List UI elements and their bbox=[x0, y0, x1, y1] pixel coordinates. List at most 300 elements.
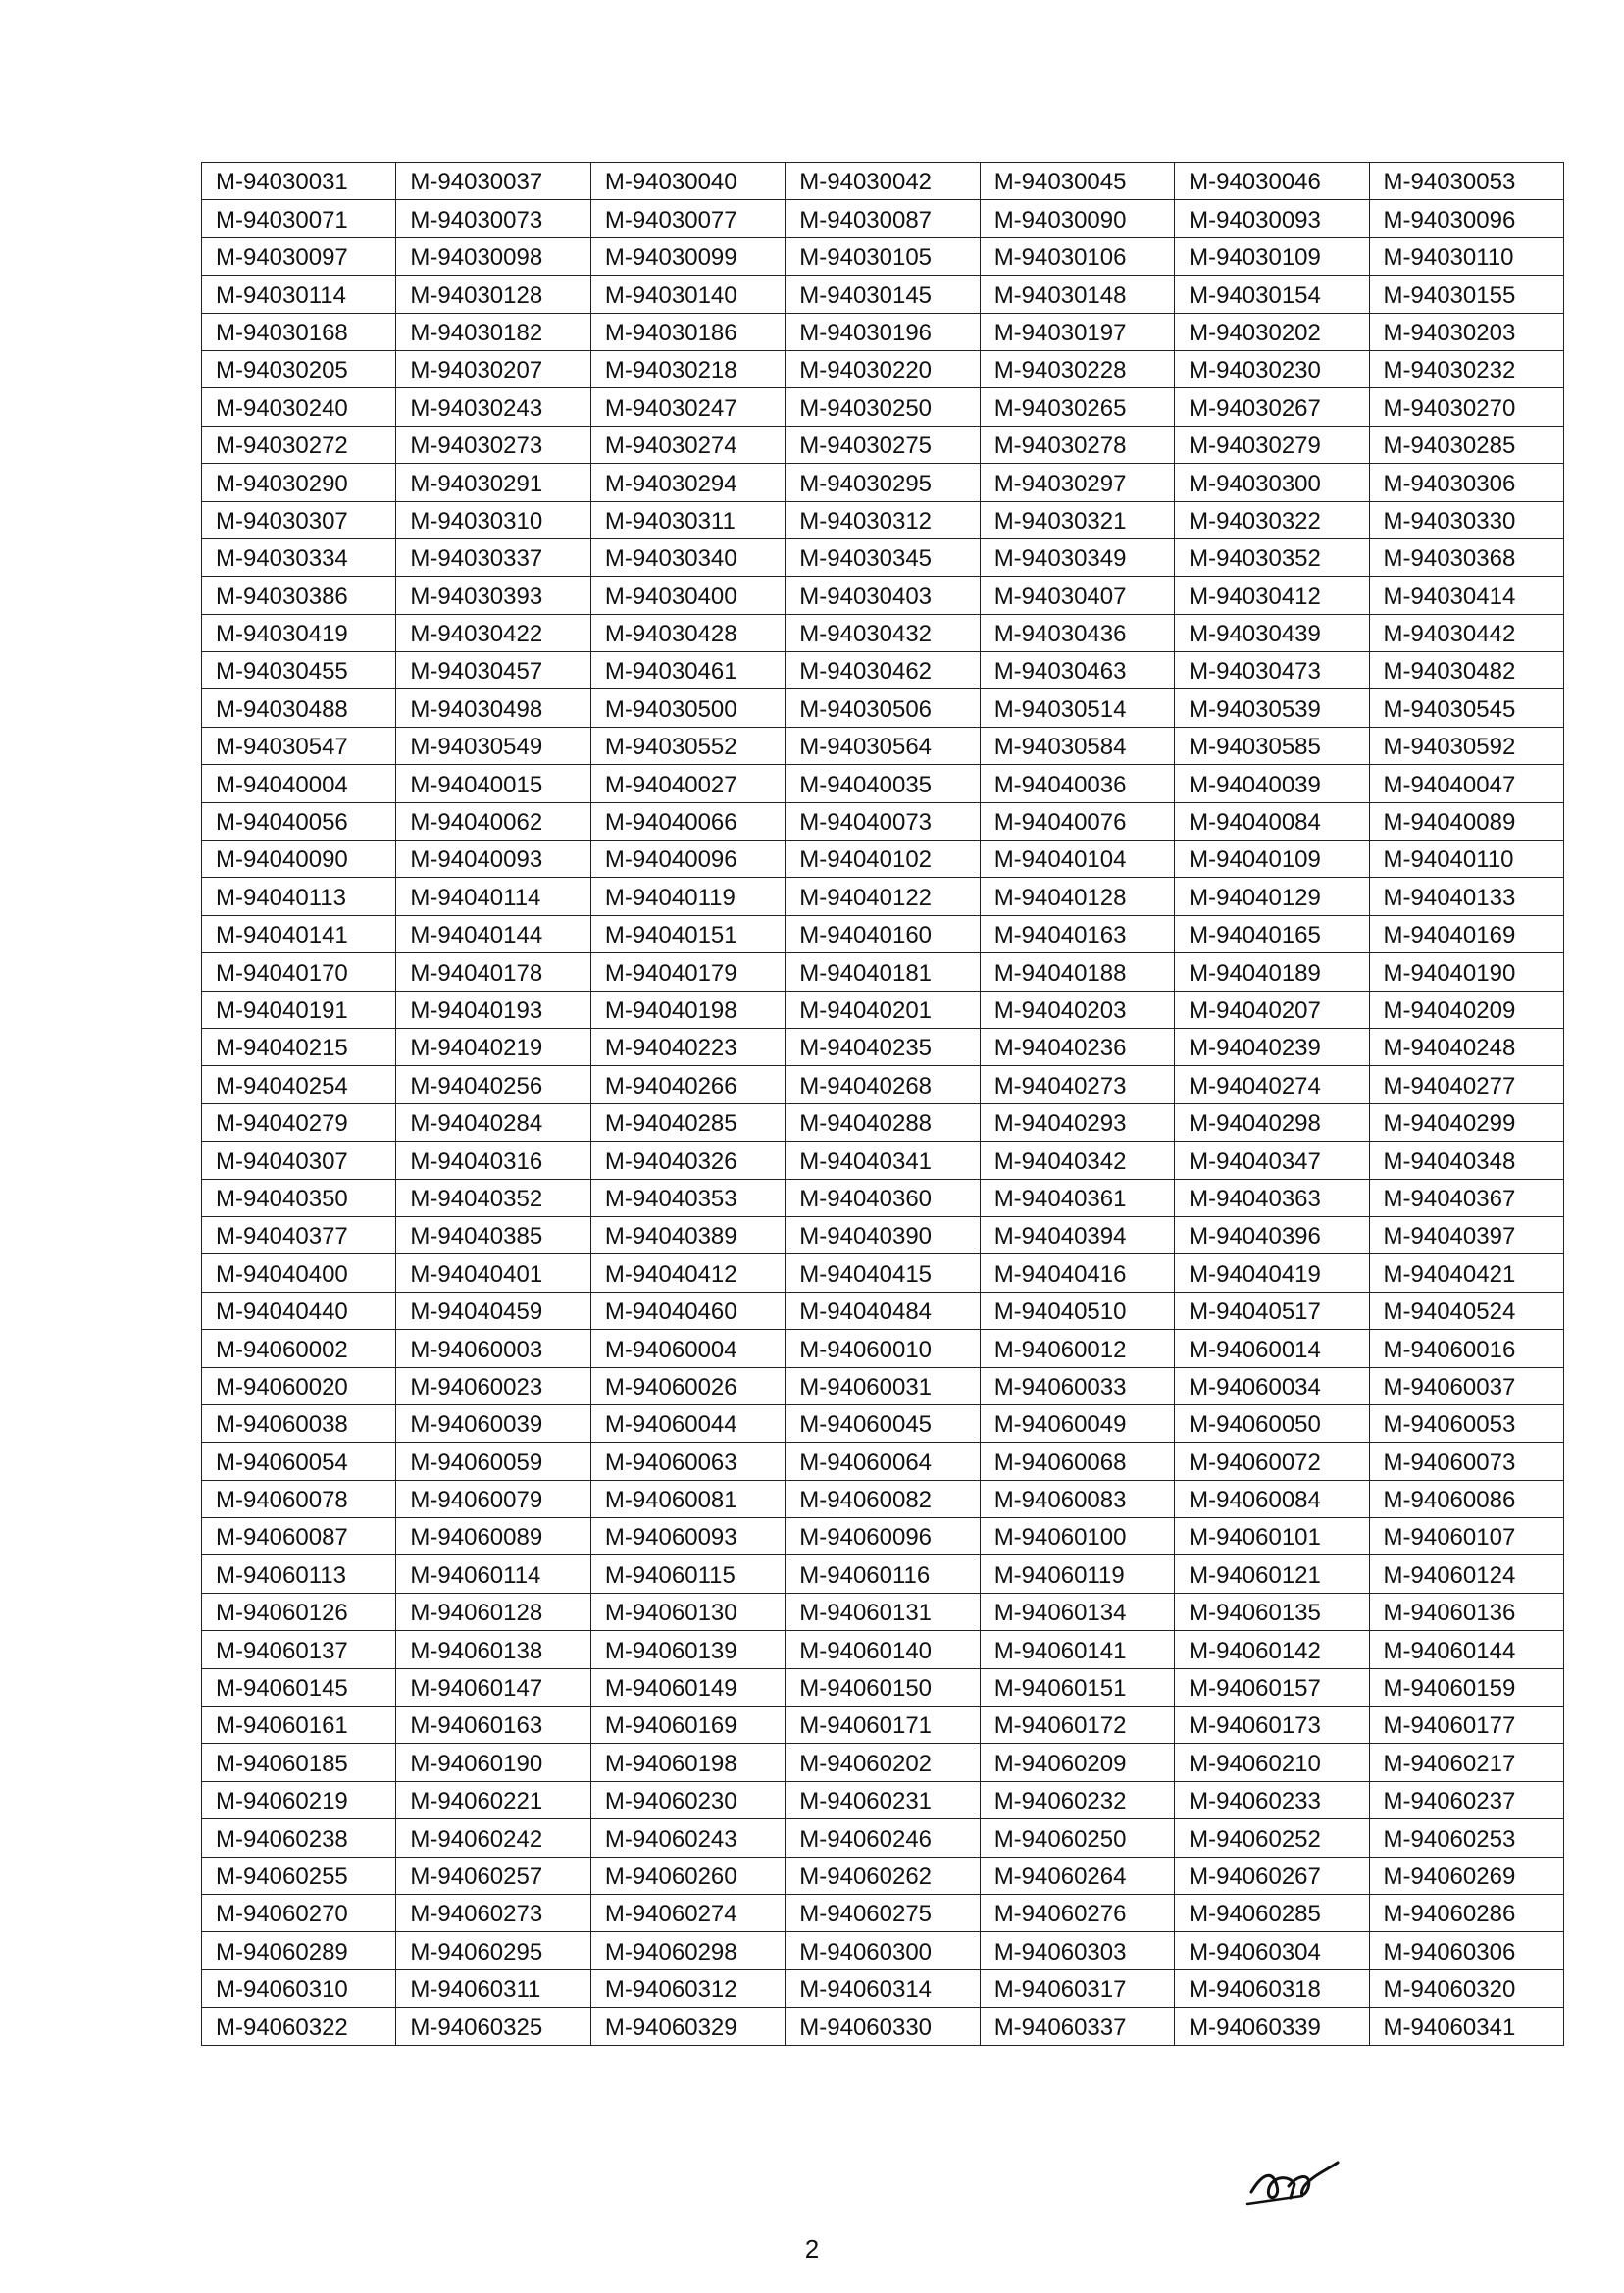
table-cell: M-94040273 bbox=[980, 1066, 1174, 1103]
table-row bbox=[202, 802, 1564, 840]
table-cell: M-94060267 bbox=[1175, 1857, 1369, 1894]
table-cell: M-94060119 bbox=[980, 1555, 1174, 1593]
table-cell: M-94030321 bbox=[980, 501, 1174, 538]
table-row bbox=[202, 1819, 1564, 1857]
table-cell: M-94060250 bbox=[980, 1819, 1174, 1857]
table-cell: M-94060337 bbox=[980, 2008, 1174, 2045]
table-cell: M-94060121 bbox=[1175, 1555, 1369, 1593]
table-cell: M-94030232 bbox=[1369, 350, 1563, 387]
table-cell: M-94030349 bbox=[980, 538, 1174, 576]
table-cell: M-94060136 bbox=[1369, 1593, 1563, 1630]
table-cell: M-94040288 bbox=[786, 1103, 980, 1141]
table-row bbox=[202, 1292, 1564, 1329]
table-cell: M-94040385 bbox=[396, 1216, 590, 1253]
table-cell: M-94040360 bbox=[786, 1179, 980, 1216]
table-cell: M-94060306 bbox=[1369, 1932, 1563, 1969]
table-cell: M-94040056 bbox=[202, 802, 396, 840]
table-cell: M-94060311 bbox=[396, 1969, 590, 2007]
table-cell: M-94030297 bbox=[980, 464, 1174, 501]
table-cell: M-94030506 bbox=[786, 689, 980, 727]
table-cell: M-94060275 bbox=[786, 1894, 980, 1931]
table-cell: M-94060159 bbox=[1369, 1668, 1563, 1706]
table-row bbox=[202, 1103, 1564, 1141]
table-cell: M-94040459 bbox=[396, 1292, 590, 1329]
table-cell: M-94040412 bbox=[590, 1254, 785, 1292]
table-cell: M-94040198 bbox=[590, 991, 785, 1028]
table-row bbox=[202, 765, 1564, 802]
table-cell: M-94060232 bbox=[980, 1781, 1174, 1818]
table-cell: M-94040254 bbox=[202, 1066, 396, 1103]
table-cell: M-94040341 bbox=[786, 1142, 980, 1179]
table-cell: M-94060300 bbox=[786, 1932, 980, 1969]
table-cell: M-94030110 bbox=[1369, 237, 1563, 275]
table-row bbox=[202, 2008, 1564, 2045]
table-cell: M-94030267 bbox=[1175, 388, 1369, 426]
table-cell: M-94030203 bbox=[1369, 313, 1563, 350]
table-cell: M-94030278 bbox=[980, 426, 1174, 463]
table-row bbox=[202, 237, 1564, 275]
table-row bbox=[202, 1480, 1564, 1517]
table-cell: M-94040178 bbox=[396, 953, 590, 991]
table-cell: M-94030547 bbox=[202, 727, 396, 764]
table-cell: M-94060089 bbox=[396, 1518, 590, 1555]
table-cell: M-94040419 bbox=[1175, 1254, 1369, 1292]
table-cell: M-94060053 bbox=[1369, 1404, 1563, 1442]
table-cell: M-94040400 bbox=[202, 1254, 396, 1292]
table-cell: M-94030073 bbox=[396, 200, 590, 237]
table-cell: M-94040133 bbox=[1369, 878, 1563, 915]
table-cell: M-94040377 bbox=[202, 1216, 396, 1253]
table-cell: M-94040209 bbox=[1369, 991, 1563, 1028]
table-cell: M-94060264 bbox=[980, 1857, 1174, 1894]
table-cell: M-94030265 bbox=[980, 388, 1174, 426]
table-cell: M-94030274 bbox=[590, 426, 785, 463]
table-cell: M-94040163 bbox=[980, 915, 1174, 952]
table-row bbox=[202, 163, 1564, 200]
table-cell: M-94030545 bbox=[1369, 689, 1563, 727]
table-cell: M-94060073 bbox=[1369, 1443, 1563, 1480]
table-cell: M-94040119 bbox=[590, 878, 785, 915]
table-cell: M-94040004 bbox=[202, 765, 396, 802]
table-cell: M-94060341 bbox=[1369, 2008, 1563, 2045]
table-cell: M-94060322 bbox=[202, 2008, 396, 2045]
table-cell: M-94030412 bbox=[1175, 577, 1369, 614]
table-body bbox=[202, 163, 1564, 2046]
table-cell: M-94060054 bbox=[202, 1443, 396, 1480]
table-cell: M-94030154 bbox=[1175, 276, 1369, 313]
table-cell: M-94030128 bbox=[396, 276, 590, 313]
table-cell: M-94060063 bbox=[590, 1443, 785, 1480]
table-cell: M-94060096 bbox=[786, 1518, 980, 1555]
table-cell: M-94040035 bbox=[786, 765, 980, 802]
table-cell: M-94060134 bbox=[980, 1593, 1174, 1630]
table-cell: M-94030155 bbox=[1369, 276, 1563, 313]
table-cell: M-94030145 bbox=[786, 276, 980, 313]
table-cell: M-94030300 bbox=[1175, 464, 1369, 501]
table-cell: M-94040293 bbox=[980, 1103, 1174, 1141]
table-cell: M-94060037 bbox=[1369, 1367, 1563, 1404]
table-cell: M-94060303 bbox=[980, 1932, 1174, 1969]
table-cell: M-94030186 bbox=[590, 313, 785, 350]
table-cell: M-94030243 bbox=[396, 388, 590, 426]
table-row bbox=[202, 1857, 1564, 1894]
table-cell: M-94030539 bbox=[1175, 689, 1369, 727]
table-cell: M-94030403 bbox=[786, 577, 980, 614]
table-cell: M-94060140 bbox=[786, 1631, 980, 1668]
table-cell: M-94060087 bbox=[202, 1518, 396, 1555]
table-cell: M-94030322 bbox=[1175, 501, 1369, 538]
table-cell: M-94060050 bbox=[1175, 1404, 1369, 1442]
table-cell: M-94060126 bbox=[202, 1593, 396, 1630]
table-cell: M-94060016 bbox=[1369, 1330, 1563, 1367]
table-cell: M-94030461 bbox=[590, 652, 785, 689]
table-cell: M-94040236 bbox=[980, 1028, 1174, 1065]
table-cell: M-94060151 bbox=[980, 1668, 1174, 1706]
table-cell: M-94030140 bbox=[590, 276, 785, 313]
table-cell: M-94060144 bbox=[1369, 1631, 1563, 1668]
table-cell: M-94060064 bbox=[786, 1443, 980, 1480]
table-cell: M-94060237 bbox=[1369, 1781, 1563, 1818]
table-cell: M-94060020 bbox=[202, 1367, 396, 1404]
table-row bbox=[202, 1593, 1564, 1630]
table-cell: M-94060269 bbox=[1369, 1857, 1563, 1894]
table-cell: M-94060230 bbox=[590, 1781, 785, 1818]
table-cell: M-94040421 bbox=[1369, 1254, 1563, 1292]
table-cell: M-94030400 bbox=[590, 577, 785, 614]
roll-number-table bbox=[201, 162, 1564, 2046]
table-cell: M-94060083 bbox=[980, 1480, 1174, 1517]
table-cell: M-94060274 bbox=[590, 1894, 785, 1931]
table-row bbox=[202, 1028, 1564, 1065]
table-cell: M-94060044 bbox=[590, 1404, 785, 1442]
table-cell: M-94030290 bbox=[202, 464, 396, 501]
table-row bbox=[202, 1744, 1564, 1781]
table-cell: M-94030168 bbox=[202, 313, 396, 350]
table-cell: M-94060014 bbox=[1175, 1330, 1369, 1367]
table-cell: M-94030037 bbox=[396, 163, 590, 200]
table-cell: M-94040141 bbox=[202, 915, 396, 952]
table-cell: M-94060137 bbox=[202, 1631, 396, 1668]
table-cell: M-94060314 bbox=[786, 1969, 980, 2007]
table-cell: M-94040342 bbox=[980, 1142, 1174, 1179]
table-cell: M-94030439 bbox=[1175, 614, 1369, 651]
table-cell: M-94040073 bbox=[786, 802, 980, 840]
page-number: 2 bbox=[804, 2234, 820, 2264]
table-cell: M-94060169 bbox=[590, 1707, 785, 1744]
table-cell: M-94060003 bbox=[396, 1330, 590, 1367]
table-cell: M-94030247 bbox=[590, 388, 785, 426]
table-row bbox=[202, 1330, 1564, 1367]
table-cell: M-94030352 bbox=[1175, 538, 1369, 576]
table-cell: M-94030514 bbox=[980, 689, 1174, 727]
table-cell: M-94040102 bbox=[786, 841, 980, 878]
table-cell: M-94030345 bbox=[786, 538, 980, 576]
table-cell: M-94040285 bbox=[590, 1103, 785, 1141]
table-cell: M-94030414 bbox=[1369, 577, 1563, 614]
table-cell: M-94030228 bbox=[980, 350, 1174, 387]
table-cell: M-94060286 bbox=[1369, 1894, 1563, 1931]
table-row bbox=[202, 313, 1564, 350]
table-cell: M-94040219 bbox=[396, 1028, 590, 1065]
table-cell: M-94040036 bbox=[980, 765, 1174, 802]
table-cell: M-94060115 bbox=[590, 1555, 785, 1593]
table-cell: M-94060059 bbox=[396, 1443, 590, 1480]
table-cell: M-94040039 bbox=[1175, 765, 1369, 802]
table-cell: M-94040460 bbox=[590, 1292, 785, 1329]
table-cell: M-94060276 bbox=[980, 1894, 1174, 1931]
table-cell: M-94030098 bbox=[396, 237, 590, 275]
table-cell: M-94040015 bbox=[396, 765, 590, 802]
table-cell: M-94040223 bbox=[590, 1028, 785, 1065]
table-cell: M-94060171 bbox=[786, 1707, 980, 1744]
table-cell: M-94030250 bbox=[786, 388, 980, 426]
table-cell: M-94030230 bbox=[1175, 350, 1369, 387]
table-cell: M-94040084 bbox=[1175, 802, 1369, 840]
table-cell: M-94030053 bbox=[1369, 163, 1563, 200]
table-cell: M-94040215 bbox=[202, 1028, 396, 1065]
table-cell: M-94060145 bbox=[202, 1668, 396, 1706]
table-cell: M-94060310 bbox=[202, 1969, 396, 2007]
table-cell: M-94030097 bbox=[202, 237, 396, 275]
table-cell: M-94040416 bbox=[980, 1254, 1174, 1292]
table-row bbox=[202, 878, 1564, 915]
table-cell: M-94060039 bbox=[396, 1404, 590, 1442]
table-cell: M-94060113 bbox=[202, 1555, 396, 1593]
table-cell: M-94030109 bbox=[1175, 237, 1369, 275]
table-cell: M-94060262 bbox=[786, 1857, 980, 1894]
table-row bbox=[202, 1555, 1564, 1593]
table-cell: M-94030457 bbox=[396, 652, 590, 689]
table-cell: M-94060190 bbox=[396, 1744, 590, 1781]
table-cell: M-94060086 bbox=[1369, 1480, 1563, 1517]
table-cell: M-94040367 bbox=[1369, 1179, 1563, 1216]
table-cell: M-94040353 bbox=[590, 1179, 785, 1216]
table-cell: M-94030312 bbox=[786, 501, 980, 538]
table-row bbox=[202, 1894, 1564, 1931]
table-row bbox=[202, 276, 1564, 313]
table-cell: M-94040299 bbox=[1369, 1103, 1563, 1141]
table-cell: M-94030368 bbox=[1369, 538, 1563, 576]
table-cell: M-94030275 bbox=[786, 426, 980, 463]
table-cell: M-94060023 bbox=[396, 1367, 590, 1404]
table-cell: M-94060150 bbox=[786, 1668, 980, 1706]
table-cell: M-94030207 bbox=[396, 350, 590, 387]
table-row bbox=[202, 1932, 1564, 1969]
table-cell: M-94040347 bbox=[1175, 1142, 1369, 1179]
table-cell: M-94040122 bbox=[786, 878, 980, 915]
table-cell: M-94040189 bbox=[1175, 953, 1369, 991]
table-cell: M-94030386 bbox=[202, 577, 396, 614]
table-cell: M-94060116 bbox=[786, 1555, 980, 1593]
table-cell: M-94040096 bbox=[590, 841, 785, 878]
table-cell: M-94030462 bbox=[786, 652, 980, 689]
table-cell: M-94060253 bbox=[1369, 1819, 1563, 1857]
table-cell: M-94060138 bbox=[396, 1631, 590, 1668]
table-cell: M-94060002 bbox=[202, 1330, 396, 1367]
table-cell: M-94060242 bbox=[396, 1819, 590, 1857]
table-cell: M-94040401 bbox=[396, 1254, 590, 1292]
table-cell: M-94060198 bbox=[590, 1744, 785, 1781]
table-cell: M-94030310 bbox=[396, 501, 590, 538]
table-cell: M-94040109 bbox=[1175, 841, 1369, 878]
table-cell: M-94030592 bbox=[1369, 727, 1563, 764]
table-cell: M-94030291 bbox=[396, 464, 590, 501]
table-cell: M-94030202 bbox=[1175, 313, 1369, 350]
table-cell: M-94060161 bbox=[202, 1707, 396, 1744]
table-cell: M-94040277 bbox=[1369, 1066, 1563, 1103]
table-cell: M-94060246 bbox=[786, 1819, 980, 1857]
table-cell: M-94030106 bbox=[980, 237, 1174, 275]
table-cell: M-94060172 bbox=[980, 1707, 1174, 1744]
table-cell: M-94030279 bbox=[1175, 426, 1369, 463]
table-cell: M-94040268 bbox=[786, 1066, 980, 1103]
table-cell: M-94040093 bbox=[396, 841, 590, 878]
table-cell: M-94030046 bbox=[1175, 163, 1369, 200]
table-cell: M-94060082 bbox=[786, 1480, 980, 1517]
table-cell: M-94060210 bbox=[1175, 1744, 1369, 1781]
table-cell: M-94060312 bbox=[590, 1969, 785, 2007]
table-cell: M-94040266 bbox=[590, 1066, 785, 1103]
table-cell: M-94040113 bbox=[202, 878, 396, 915]
table-cell: M-94030087 bbox=[786, 200, 980, 237]
table-cell: M-94040363 bbox=[1175, 1179, 1369, 1216]
table-cell: M-94060318 bbox=[1175, 1969, 1369, 2007]
table-cell: M-94060081 bbox=[590, 1480, 785, 1517]
table-cell: M-94030337 bbox=[396, 538, 590, 576]
table-cell: M-94040190 bbox=[1369, 953, 1563, 991]
table-cell: M-94040352 bbox=[396, 1179, 590, 1216]
table-cell: M-94030584 bbox=[980, 727, 1174, 764]
table-cell: M-94040076 bbox=[980, 802, 1174, 840]
table-row bbox=[202, 1367, 1564, 1404]
table-cell: M-94040524 bbox=[1369, 1292, 1563, 1329]
table-cell: M-94040128 bbox=[980, 878, 1174, 915]
document-page bbox=[201, 162, 1564, 2046]
table-cell: M-94060157 bbox=[1175, 1668, 1369, 1706]
table-row bbox=[202, 991, 1564, 1028]
table-cell: M-94060130 bbox=[590, 1593, 785, 1630]
signature-mark bbox=[1243, 2153, 1361, 2212]
table-cell: M-94060329 bbox=[590, 2008, 785, 2045]
table-cell: M-94060101 bbox=[1175, 1518, 1369, 1555]
table-cell: M-94040235 bbox=[786, 1028, 980, 1065]
table-cell: M-94060330 bbox=[786, 2008, 980, 2045]
table-cell: M-94060031 bbox=[786, 1367, 980, 1404]
table-cell: M-94030407 bbox=[980, 577, 1174, 614]
table-cell: M-94030463 bbox=[980, 652, 1174, 689]
table-cell: M-94060163 bbox=[396, 1707, 590, 1744]
table-cell: M-94030270 bbox=[1369, 388, 1563, 426]
table-cell: M-94060049 bbox=[980, 1404, 1174, 1442]
table-cell: M-94040307 bbox=[202, 1142, 396, 1179]
table-cell: M-94030114 bbox=[202, 276, 396, 313]
table-cell: M-94040027 bbox=[590, 765, 785, 802]
table-cell: M-94030196 bbox=[786, 313, 980, 350]
table-cell: M-94040510 bbox=[980, 1292, 1174, 1329]
table-cell: M-94030564 bbox=[786, 727, 980, 764]
table-cell: M-94030197 bbox=[980, 313, 1174, 350]
table-cell: M-94030040 bbox=[590, 163, 785, 200]
table-cell: M-94040151 bbox=[590, 915, 785, 952]
table-row bbox=[202, 1781, 1564, 1818]
table-cell: M-94040348 bbox=[1369, 1142, 1563, 1179]
table-cell: M-94060298 bbox=[590, 1932, 785, 1969]
table-row bbox=[202, 841, 1564, 878]
table-cell: M-94060243 bbox=[590, 1819, 785, 1857]
table-row bbox=[202, 1707, 1564, 1744]
table-cell: M-94040165 bbox=[1175, 915, 1369, 952]
table-cell: M-94030488 bbox=[202, 689, 396, 727]
table-cell: M-94060078 bbox=[202, 1480, 396, 1517]
table-cell: M-94040389 bbox=[590, 1216, 785, 1253]
table-cell: M-94060026 bbox=[590, 1367, 785, 1404]
table-cell: M-94060072 bbox=[1175, 1443, 1369, 1480]
table-cell: M-94060100 bbox=[980, 1518, 1174, 1555]
table-cell: M-94060034 bbox=[1175, 1367, 1369, 1404]
table-cell: M-94040203 bbox=[980, 991, 1174, 1028]
table-cell: M-94060233 bbox=[1175, 1781, 1369, 1818]
table-cell: M-94030500 bbox=[590, 689, 785, 727]
table-cell: M-94030436 bbox=[980, 614, 1174, 651]
table-cell: M-94040047 bbox=[1369, 765, 1563, 802]
table-cell: M-94030419 bbox=[202, 614, 396, 651]
table-cell: M-94060135 bbox=[1175, 1593, 1369, 1630]
table-cell: M-94030077 bbox=[590, 200, 785, 237]
table-row bbox=[202, 1668, 1564, 1706]
table-row bbox=[202, 1066, 1564, 1103]
table-cell: M-94040350 bbox=[202, 1179, 396, 1216]
table-cell: M-94030295 bbox=[786, 464, 980, 501]
table-cell: M-94030307 bbox=[202, 501, 396, 538]
table-cell: M-94030306 bbox=[1369, 464, 1563, 501]
table-cell: M-94040326 bbox=[590, 1142, 785, 1179]
table-cell: M-94040397 bbox=[1369, 1216, 1563, 1253]
table-cell: M-94030220 bbox=[786, 350, 980, 387]
table-cell: M-94060185 bbox=[202, 1744, 396, 1781]
table-cell: M-94030442 bbox=[1369, 614, 1563, 651]
table-cell: M-94060289 bbox=[202, 1932, 396, 1969]
table-cell: M-94060141 bbox=[980, 1631, 1174, 1668]
table-cell: M-94030218 bbox=[590, 350, 785, 387]
table-cell: M-94030294 bbox=[590, 464, 785, 501]
table-cell: M-94060221 bbox=[396, 1781, 590, 1818]
table-cell: M-94030482 bbox=[1369, 652, 1563, 689]
table-cell: M-94040114 bbox=[396, 878, 590, 915]
table-row bbox=[202, 501, 1564, 538]
table-cell: M-94040104 bbox=[980, 841, 1174, 878]
table-cell: M-94030273 bbox=[396, 426, 590, 463]
table-cell: M-94060238 bbox=[202, 1819, 396, 1857]
table-cell: M-94030090 bbox=[980, 200, 1174, 237]
table-cell: M-94040396 bbox=[1175, 1216, 1369, 1253]
table-row bbox=[202, 200, 1564, 237]
table-cell: M-94060339 bbox=[1175, 2008, 1369, 2045]
table-row bbox=[202, 1179, 1564, 1216]
table-cell: M-94040129 bbox=[1175, 878, 1369, 915]
table-cell: M-94030205 bbox=[202, 350, 396, 387]
table-cell: M-94040191 bbox=[202, 991, 396, 1028]
table-row bbox=[202, 388, 1564, 426]
table-cell: M-94030498 bbox=[396, 689, 590, 727]
table-cell: M-94060012 bbox=[980, 1330, 1174, 1367]
table-cell: M-94040144 bbox=[396, 915, 590, 952]
table-cell: M-94030428 bbox=[590, 614, 785, 651]
table-cell: M-94040484 bbox=[786, 1292, 980, 1329]
table-cell: M-94060257 bbox=[396, 1857, 590, 1894]
table-cell: M-94060260 bbox=[590, 1857, 785, 1894]
table-cell: M-94060010 bbox=[786, 1330, 980, 1367]
table-cell: M-94030182 bbox=[396, 313, 590, 350]
